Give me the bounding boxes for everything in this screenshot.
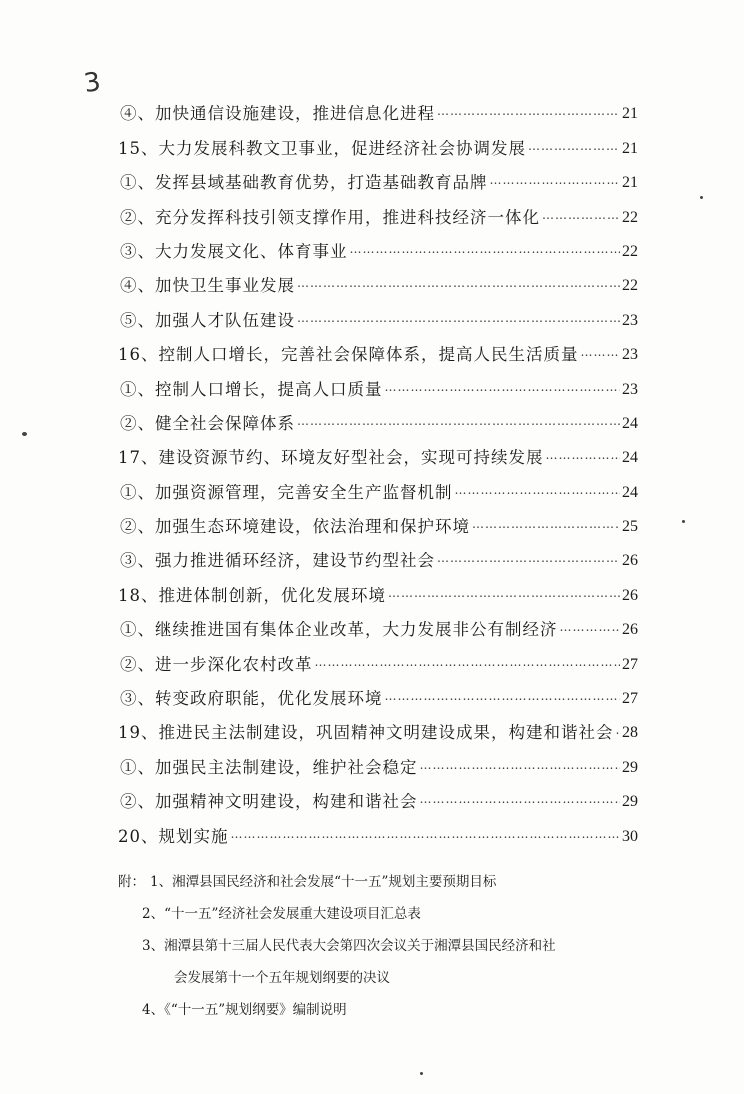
dot-leader [350,237,621,261]
toc-entry-page: 26 [622,586,638,604]
toc-entry-page: 23 [622,380,638,398]
toc-entry [118,230,638,264]
toc-entry-page: 27 [622,655,638,673]
toc-entry [118,814,638,848]
toc-entry-title: ②、进一步深化农村改革 [120,654,313,674]
handwritten-page-number: 3 [81,66,103,100]
toc-entry-page: 21 [622,139,638,157]
dot-leader [581,340,621,364]
toc-entry-page: 27 [622,690,638,708]
toc-entry [118,745,638,779]
appendix-item-continuation [118,962,638,994]
appendix-item-text: 2、“十一五”经济社会发展重大建设项目汇总表 [142,906,421,922]
dot-leader [385,375,621,399]
toc-entry-title: 16、控制人口增长，完善社会保障体系，提高人民生活质量 [118,345,579,365]
toc-entry-title: ①、控制人口增长，提高人口质量 [120,379,383,399]
toc-entry-page: 28 [622,724,638,742]
toc-entry-title: 15、大力发展科教文卫事业，促进经济社会协调发展 [118,138,526,158]
toc-entry-page: 21 [622,105,638,123]
toc-entry-title: 18、推进体制创新，优化发展环境 [118,585,386,605]
dot-leader [315,650,621,674]
toc-entry-title: ①、加强民主法制建设，维护社会稳定 [120,757,418,777]
toc-entry-title: 17、建设资源节约、环境友好型社会，实现可持续发展 [118,448,544,468]
dot-leader [297,409,620,433]
dot-leader [297,306,620,330]
toc-entry [118,92,638,126]
toc-entry [118,126,638,160]
toc-entry-page: 26 [622,621,638,639]
toc-entry [118,264,638,298]
toc-entry-page: 23 [622,346,638,364]
toc-entry-title: ①、加强资源管理，完善安全生产监督机制 [120,482,453,502]
toc-entry-page: 25 [622,518,638,536]
toc-entry [118,298,638,332]
appendix-item-text: 会发展第十一个五年规划纲要的决议 [174,970,390,986]
toc-entry-title: ③、转变政府职能，优化发展环境 [120,689,383,709]
toc-entry [118,573,638,607]
toc-entry [118,436,638,470]
dot-leader [472,512,620,536]
dot-leader [420,787,621,811]
toc-entry-title: 20、规划实施 [118,826,229,846]
toc-entry-title: ②、健全社会保障体系 [120,413,295,433]
toc-entry [118,333,638,367]
toc-entry [118,608,638,642]
dot-leader [385,684,621,708]
toc-entry [118,470,638,504]
toc-entry [118,402,638,436]
toc-entry [118,195,638,229]
toc-entry-title: ①、继续推进国有集体企业改革，大力发展非公有制经济 [120,620,558,640]
dot-leader [388,581,620,605]
toc-entry-title: ①、发挥县域基础教育优势，打造基础教育品牌 [120,173,488,193]
toc-entry-title: ⑤、加强人才队伍建设 [120,310,295,330]
toc-entry-page: 24 [622,483,638,501]
toc-entry-title: ④、加快通信设施建设，推进信息化进程 [120,104,435,124]
scan-speck [22,432,27,436]
toc-entry-title: ④、加快卫生事业发展 [120,276,295,296]
appendix-list [118,866,638,1026]
dot-leader [490,168,621,192]
toc-entry-title: ③、大力发展文化、体育事业 [120,241,348,261]
dot-leader [616,718,621,742]
appendix-item [118,898,638,930]
dot-leader [546,443,621,467]
toc-entry-title: 19、推进民主法制建设，巩固精神文明建设成果，构建和谐社会 [118,723,614,743]
scan-speck [420,1072,423,1075]
dot-leader [542,203,620,227]
toc-entry-page: 21 [622,174,638,192]
toc-entry-page: 30 [622,827,638,845]
appendix-item [118,866,638,898]
toc-entry-page: 29 [622,758,638,776]
dot-leader [528,134,620,158]
dot-leader [560,615,621,639]
toc-entry [118,677,638,711]
dot-leader [455,478,621,502]
dot-leader [231,822,621,846]
toc-entry [118,711,638,745]
toc-entry [118,161,638,195]
scan-speck [700,196,703,199]
toc-entry [118,539,638,573]
toc-entry-page: 22 [622,208,638,226]
toc-entry [118,367,638,401]
toc-entry-page: 29 [622,793,638,811]
table-of-contents [118,92,638,849]
appendix-item [118,930,638,962]
toc-entry-page: 22 [622,277,638,295]
toc-entry-page: 24 [622,414,638,432]
toc-entry-page: 23 [622,311,638,329]
toc-entry [118,505,638,539]
appendix-item-text: 4、《“十一五”规划纲要》编制说明 [142,1002,347,1018]
appendix-item-text: 1、湘潭县国民经济和社会发展“十一五”规划主要预期目标 [150,874,497,890]
appendix-item [118,994,638,1026]
appendix-label: 附： [118,874,145,890]
dot-leader [437,99,620,123]
toc-entry-title: ②、充分发挥科技引领支撑作用，推进科技经济一体化 [120,207,540,227]
dot-leader [437,546,620,570]
toc-entry [118,642,638,676]
toc-entry-page: 26 [622,552,638,570]
toc-entry [118,780,638,814]
scan-speck [682,520,685,523]
appendix-item-text: 3、湘潭县第十三届人民代表大会第四次会议关于湘潭县国民经济和社 [142,938,556,954]
dot-leader [420,753,621,777]
toc-entry-title: ②、加强生态环境建设，依法治理和保护环境 [120,517,470,537]
dot-leader [297,271,620,295]
toc-entry-title: ②、加强精神文明建设，构建和谐社会 [120,792,418,812]
toc-entry-page: 24 [622,449,638,467]
toc-entry-title: ③、强力推进循环经济，建设节约型社会 [120,551,435,571]
toc-entry-page: 22 [622,242,638,260]
